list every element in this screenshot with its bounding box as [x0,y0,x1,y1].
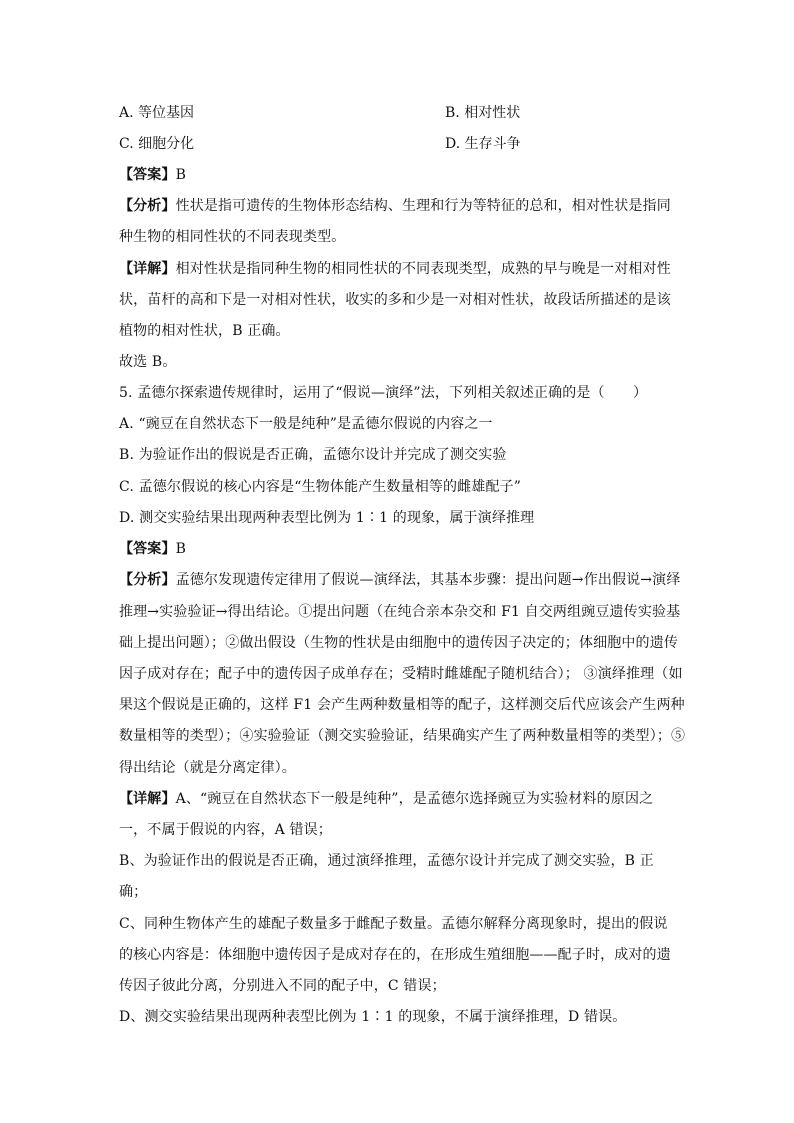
q5-analysis-line-1 [119,570,679,590]
q5-detail-line-6: 的核心内容是：体细胞中遗传因子是成对存在的，在形成生殖细胞——配子时，成对的遗 [119,947,671,963]
q5-option-c: C. 孟德尔假说的核心内容是“生物体能产生数量相等的雌雄配子” [119,479,522,495]
q5-stem: 5. 孟德尔探索遗传规律时，运用了“假说—演绎”法，下列相关叙述正确的是（ ） [119,385,648,401]
q4-conclusion: 故选 B。 [119,354,177,370]
q4-detail-line-2: 状，苗杆的高和下是一对相对性状，收实的多和少是一对相对性状，故段话所描述的是该 [119,292,671,308]
q5-answer: B [175,541,187,557]
q5-option-b: B. 为验证作出的假说是否正确，孟德尔设计并完成了测交实验 [119,447,507,463]
q5-detail-line-3: B、为验证作出的假说是否正确，通过演绎推理，孟德尔设计并完成了测交实验，B 正 [119,853,654,869]
q5-detail-line-5: C、同种生物体产生的雄配子数量多于雌配子数量。孟德尔解释分离现象时，提出的假说 [119,916,668,932]
q4-detail-line-3: 植物的相对性状，B 正确。 [119,323,290,339]
q5-analysis-text-1: 孟德尔发现遗传定律用了假说—演绎法，其基本步骤：提出问题→作出假说→演绎 [175,572,681,588]
q5-detail-line-1 [119,789,679,809]
q5-detail-text-1: A、“豌豆在自然状态下一般是纯种”，是孟德尔选择豌豆为实验材料的原因之 [175,791,654,807]
q5-answer-line [119,539,679,559]
q5-analysis-line-7: 得出结论（就是分离定律）。 [119,760,296,776]
q5-detail-line-2: 一，不属于假说的内容，A 错误； [119,822,332,838]
q5-analysis-line-6: 数量相等的类型）；④实验验证（测交实验验证，结果确实产生了两种数量相等的类型）；⑤ [119,728,686,744]
answer-tag: 【答案】 [119,167,176,183]
q4-answer: B [175,167,187,183]
q5-analysis-line-4: 因子成对存在；配子中的遗传因子成单存在；受精时雌雄配子随机结合）； ③演绎推理（如 [119,666,683,682]
detail-tag: 【详解】 [119,791,176,807]
detail-tag: 【详解】 [119,261,176,277]
analysis-tag: 【分析】 [119,198,176,214]
q5-detail-line-4: 确； [119,884,148,900]
option-b: B. 相对性状 [445,105,521,121]
q5-analysis-line-5: 果这个假说是正确的，这样 F1 会产生两种数量相等的配子，这样测交后代应该会产生两种 [119,697,685,713]
q5-option-a: A. “豌豆在自然状态下一般是纯种”是孟德尔假说的内容之一 [119,416,493,432]
option-c: C. 细胞分化 [119,136,195,152]
q4-analysis-text-1: 性状是指可遗传的生物体形态结构、生理和行为等特征的总和，相对性状是指同 [175,198,671,214]
q4-analysis-line-2: 种生物的相同性状的不同表现类型。 [119,229,346,245]
option-a: A. 等位基因 [119,105,195,121]
analysis-tag: 【分析】 [119,572,176,588]
q5-detail-line-8: D、测交实验结果出现两种表型比例为 1∶1 的现象，不属于演绎推理，D 错误。 [119,1009,627,1025]
q4-analysis-line-1 [119,196,679,216]
q5-detail-line-7: 传因子彼此分离，分别进入不同的配子中，C 错误； [119,978,446,994]
q5-option-d: D. 测交实验结果出现两种表型比例为 1∶1 的现象，属于演绎推理 [119,510,535,526]
q4-answer-line [119,165,679,185]
option-d: D. 生存斗争 [445,136,521,152]
answer-tag: 【答案】 [119,541,176,557]
q5-analysis-line-3: 础上提出问题）；②做出假设（生物的性状是由细胞中的遗传因子决定的；体细胞中的遗传 [119,635,678,651]
q5-analysis-line-2: 推理→实验验证→得出结论。①提出问题（在纯合亲本杂交和 F1 自交两组豌豆遗传实验基 [119,604,681,620]
q4-detail-text-1: 相对性状是指同种生物的相同性状的不同表现类型，成熟的早与晚是一对相对性 [175,261,671,277]
q4-detail-line-1 [119,259,679,279]
